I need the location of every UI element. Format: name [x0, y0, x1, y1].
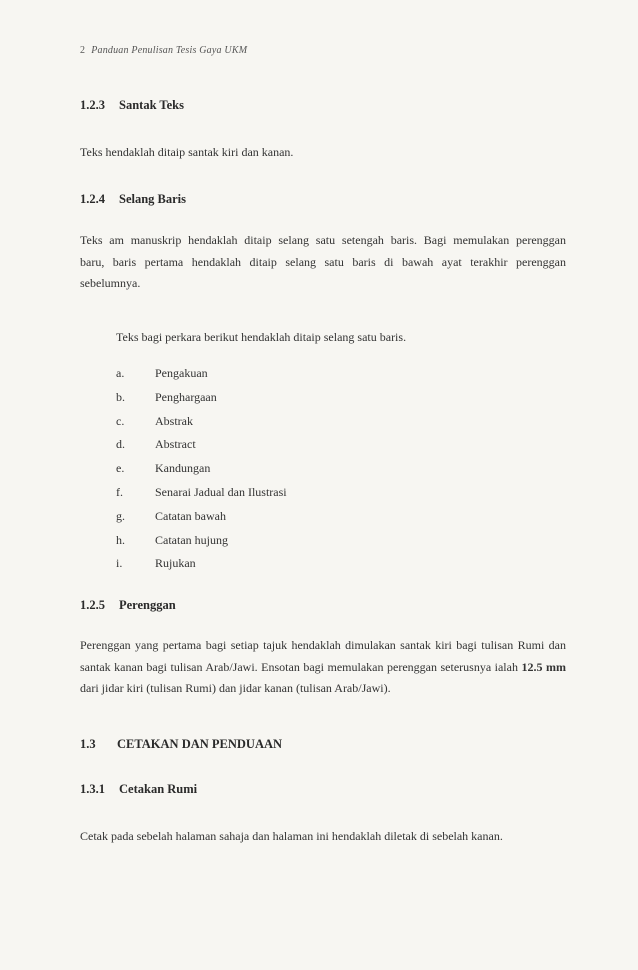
paragraph-text: dari jidar kiri (tulisan Rumi) dan jidar kanan (tulisan Arab/Jawi). [80, 681, 391, 695]
list-marker: f. [116, 484, 123, 499]
list-item [116, 509, 287, 533]
list-text: Senarai Jadual dan Ilustrasi [155, 484, 287, 499]
list-item [116, 414, 287, 438]
running-head [80, 45, 247, 56]
paragraph-santak: Teks hendaklah ditaip santak kiri dan kanan. [80, 145, 294, 159]
section-title: Perenggan [119, 598, 176, 612]
list-marker: i. [116, 556, 123, 571]
section-number: 1.2.3 [80, 98, 105, 112]
list-marker: d. [116, 437, 125, 452]
list-marker: c. [116, 413, 125, 428]
paragraph-perenggan [80, 635, 566, 700]
section-number: 1.3.1 [80, 782, 105, 796]
paragraph-selang-intro: Teks bagi perkara berikut hendaklah ditaip selang satu baris. [116, 330, 407, 344]
paragraph-selang: Teks am manuskrip hendaklah ditaip selang satu setengah baris. Bagi memulakan perenggan baru, baris pertama hendaklah ditaip selang satu baris di bawah ayat terakhir perenggan sebelumnya. [80, 233, 566, 290]
section-heading-1-2-4 [80, 192, 186, 207]
list-text: Kandungan [155, 461, 211, 476]
list-item [116, 461, 287, 485]
list-marker: b. [116, 389, 125, 404]
paragraph-cetakan: Cetak pada sebelah halaman sahaja dan halaman ini hendaklah diletak di sebelah kanan. [80, 829, 503, 843]
indent-measure: 12.5 mm [521, 659, 567, 674]
section-number: 1.2.4 [80, 192, 105, 206]
list-item [116, 390, 287, 414]
list-item [116, 533, 287, 557]
section-number: 1.2.5 [80, 598, 105, 612]
section-heading-1-3 [80, 737, 282, 752]
section-heading-1-2-3 [80, 98, 184, 113]
list-text: Penghargaan [155, 389, 217, 404]
list-text: Catatan bawah [155, 508, 226, 523]
section-number: 1.3 [80, 737, 96, 751]
list-item [116, 366, 287, 390]
section-heading-1-2-5 [80, 598, 176, 613]
list-text: Pengakuan [155, 366, 208, 380]
list-item [116, 485, 287, 509]
running-head-title: Panduan Penulisan Tesis Gaya UKM [91, 45, 248, 56]
excluded-items-list [116, 366, 287, 580]
list-item [116, 556, 287, 580]
list-item [116, 437, 287, 461]
paragraph-text: Perenggan yang pertama bagi setiap tajuk hendaklah dimulakan santak kiri bagi tulisan Rumi dan santak kanan bagi tulisan Arab/Jawi. Ensotan bagi memulakan perenggan seterusnya ialah [80, 638, 566, 674]
list-marker: h. [116, 532, 125, 547]
list-marker: g. [116, 508, 125, 523]
list-text: Abstract [155, 437, 196, 452]
list-marker: e. [116, 461, 125, 476]
page-number: 2 [80, 45, 86, 56]
section-heading-1-3-1 [80, 782, 197, 797]
section-title: Santak Teks [119, 98, 184, 112]
list-text: Abstrak [155, 413, 193, 428]
list-marker: a. [116, 366, 125, 380]
section-title: Selang Baris [119, 192, 187, 206]
section-title: Cetakan Rumi [119, 782, 198, 796]
list-text: Rujukan [155, 556, 196, 571]
section-title: CETAKAN DAN PENDUAAN [117, 737, 283, 751]
list-text: Catatan hujung [155, 532, 228, 547]
